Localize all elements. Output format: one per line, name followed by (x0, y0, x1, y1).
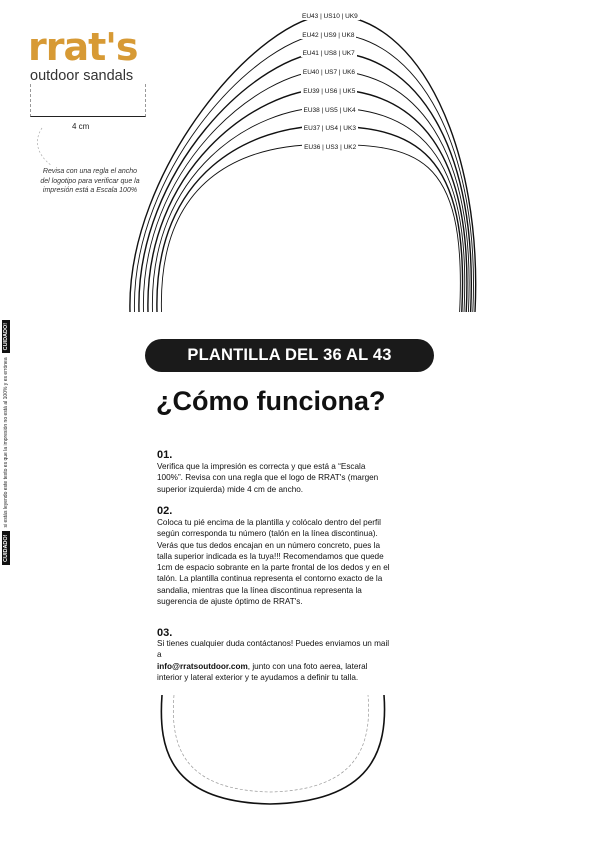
page-title: ¿Cómo funciona? (156, 386, 386, 416)
size-label: EU39 | US6 | UK5 (303, 87, 356, 95)
size-label: EU41 | US8 | UK7 (302, 50, 355, 58)
size-label: EU36 | US3 | UK2 (304, 143, 357, 151)
contact-email-link[interactable]: info@rratsoutdoor.com (157, 661, 248, 671)
step-text-before: Si tienes cualquier duda contáctanos! Puedes enviamos un mail a (157, 639, 390, 660)
step-text: Coloca tu pié encima de la plantilla y colócalo dentro del perfil según corresponda tu número (talón en la línea discontinua). Verás que tus dedos encajan en un número concreto, pues la talla superior indicada es la tuya!!! Recomendamos que quede 1cm de espacio sobrante en la parte frontal de los dedos y en el talón. La plantilla continua representa el contorno exacto de la sandalia, mientras que la línea discontinua representa la sugerencia de ajuste óptimo de RRAT's. (157, 518, 390, 607)
step-number: 01. (157, 449, 173, 461)
size-label: EU43 | US10 | UK9 (302, 13, 358, 20)
size-outline (152, 108, 464, 313)
step-text-after: , junto con una foto aerea, lateral interior y lateral exterior y te ayudamos a definir tu talla. (157, 661, 368, 682)
brand-tagline: outdoor sandals (30, 68, 134, 84)
measure-label: 4 cm (72, 122, 90, 131)
page-banner: PLANTILLA DEL 36 AL 43 (145, 339, 434, 372)
size-label: EU40 | US7 | UK6 (302, 69, 356, 77)
size-label: EU38 | US5 | UK4 (303, 106, 356, 114)
warning-text: si estás leyendo este texto es que la impresión no está al 100% y es errónea (3, 357, 9, 528)
warning-badge: CUIDADO! (2, 320, 10, 354)
size-label: EU37 | US4 | UK3 (303, 125, 356, 133)
step-number: 03. (157, 627, 173, 639)
scale-note: Revisa con una regla el ancho del logotipo para verificar que la impresión está a Escala 100% (40, 168, 140, 194)
warning-badge: CUIDADO! (2, 532, 10, 566)
step-number: 02. (157, 505, 173, 517)
brand-logo: rrat's (28, 25, 138, 69)
toe-outlines (0, 0, 595, 320)
size-label: EU42 | US9 | UK8 (302, 31, 355, 39)
size-outline (148, 89, 467, 312)
size-outline (161, 145, 460, 313)
heel-outline (150, 690, 400, 820)
step-text (157, 638, 393, 683)
step-text: Verifica que la impresión es correcta y que está a “Escala 100%”. Revisa con una regla que el logo de RRAT's (margen superior izquierda) mide 4 cm de ancho. (157, 462, 379, 494)
